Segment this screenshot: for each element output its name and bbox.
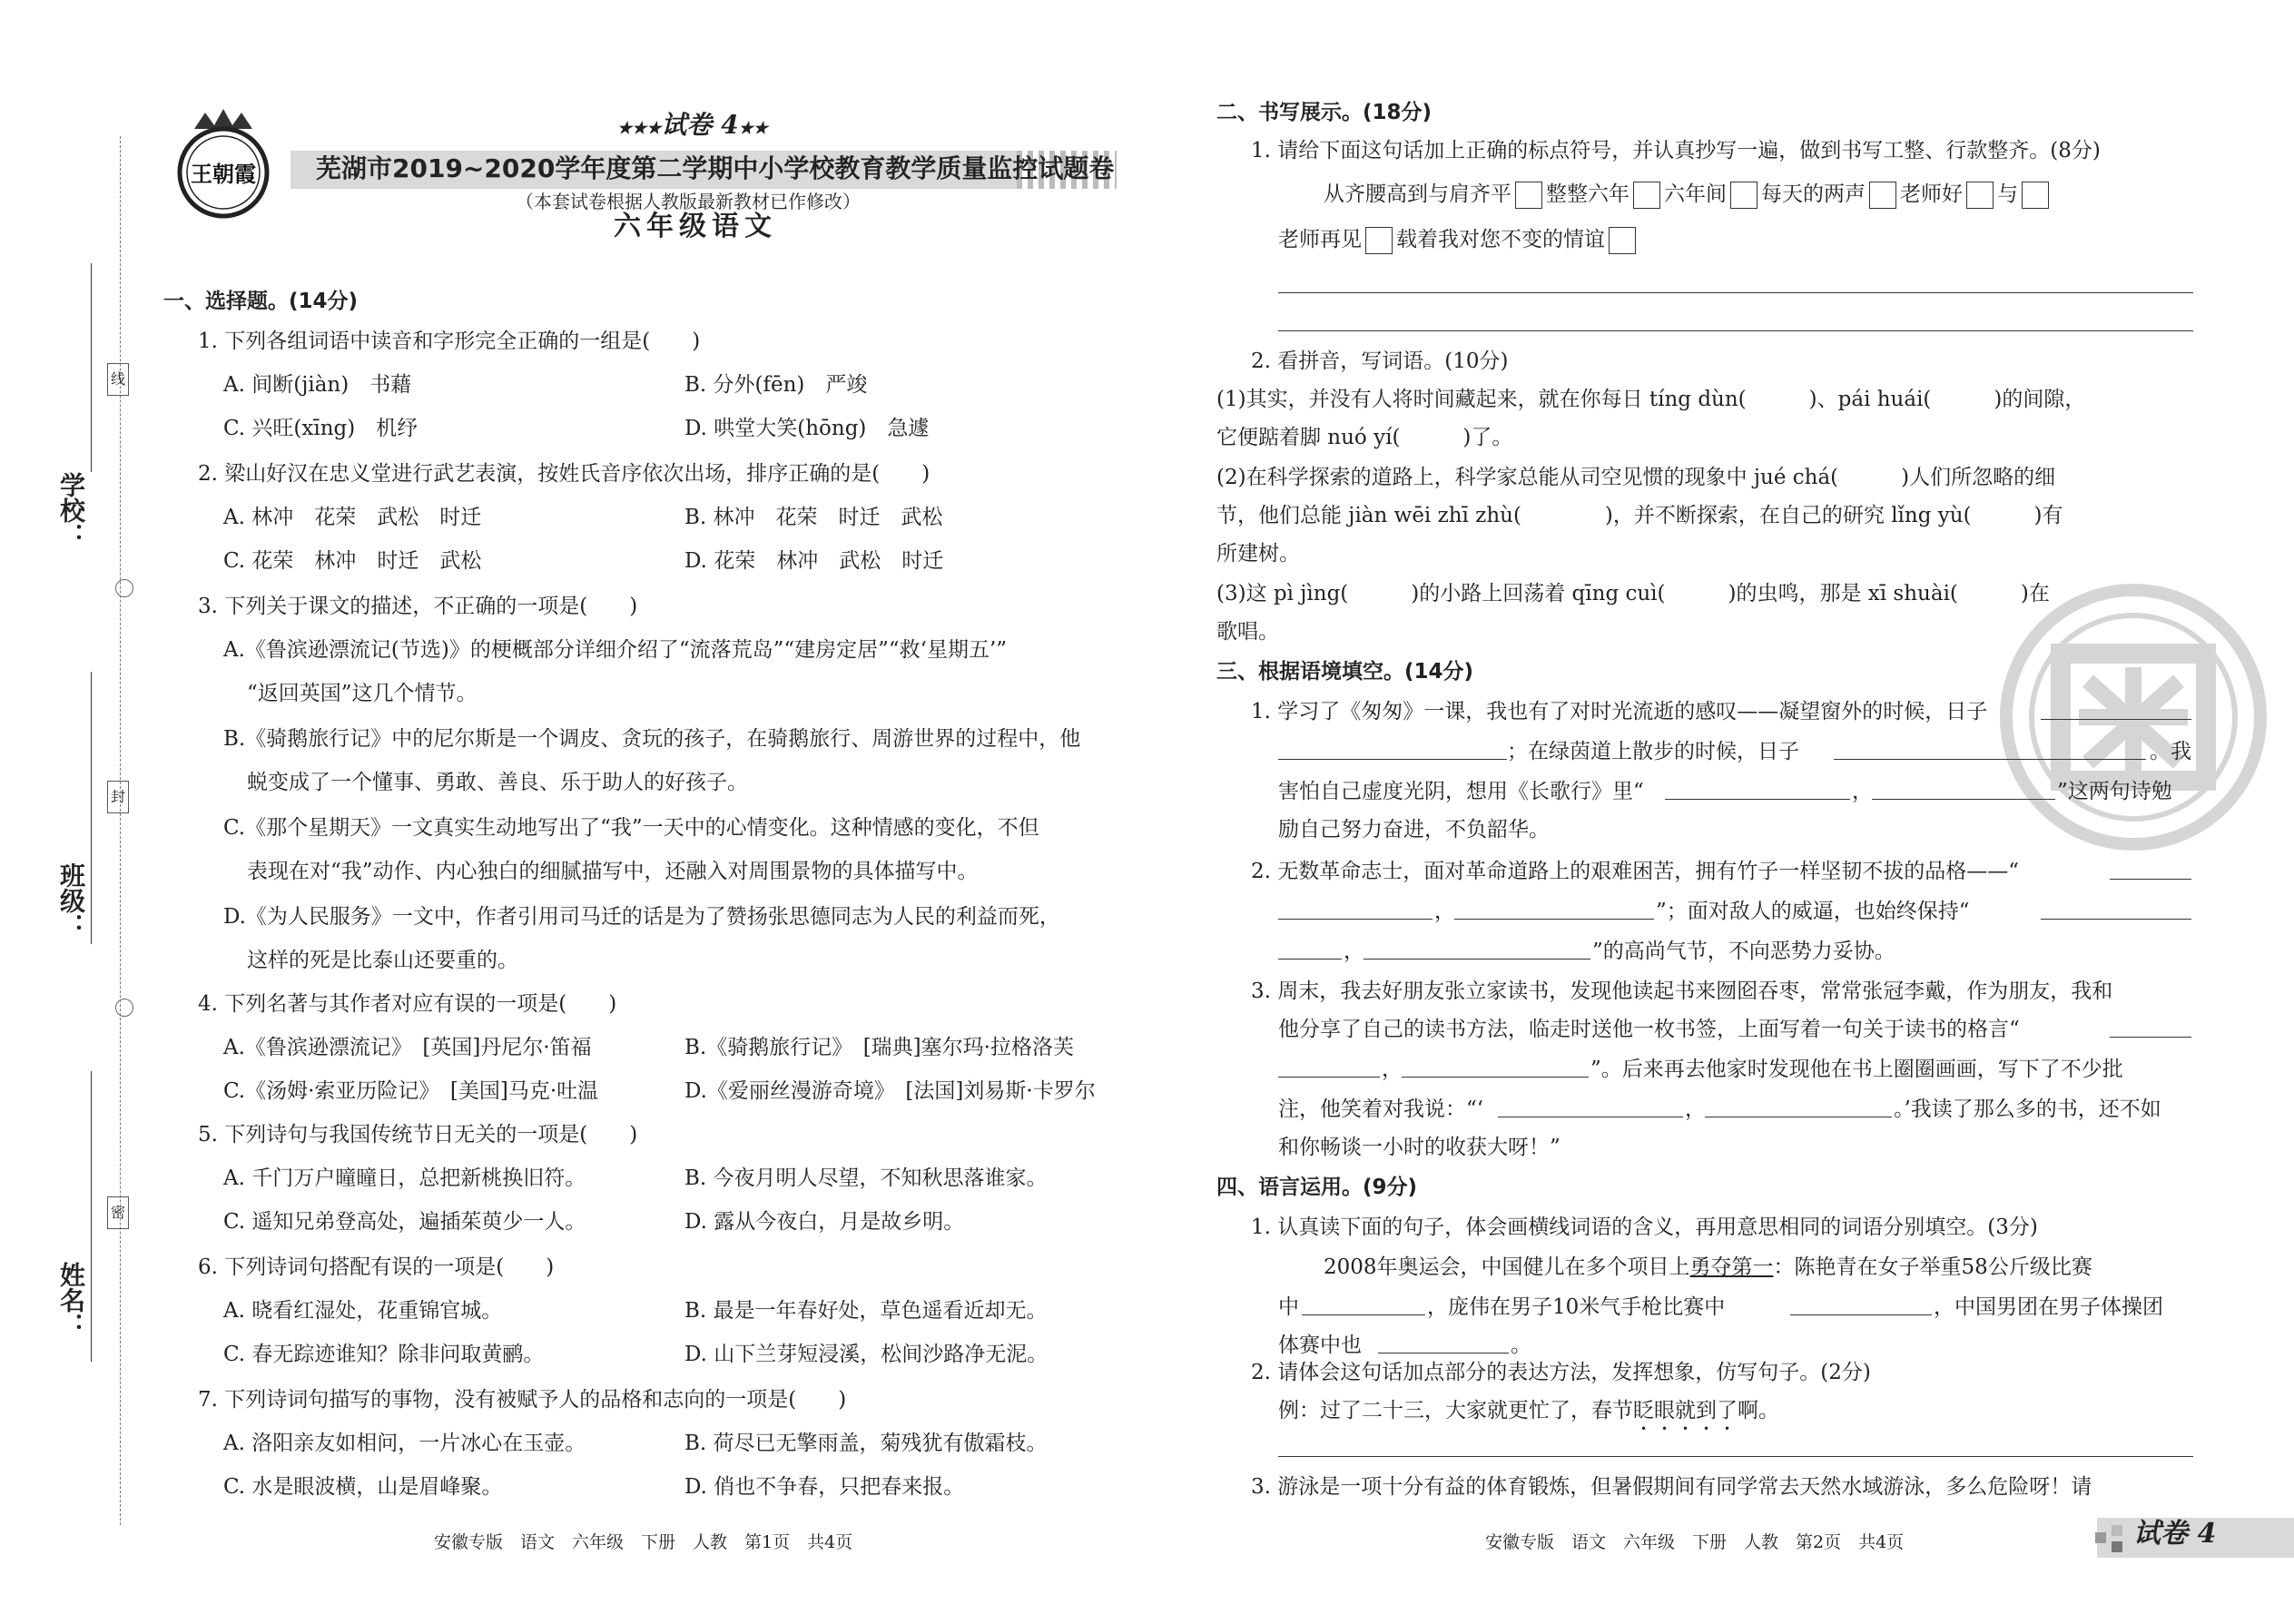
page-footer-right: 安徽专版 语文 六年级 下册 人教 第2页 共4页 <box>1485 1532 1905 1552</box>
punctuation-box[interactable] <box>1515 182 1542 209</box>
punctuation-box[interactable] <box>1609 227 1636 254</box>
l1-line3-end: 。 <box>1511 1334 1531 1357</box>
gutter-line <box>91 672 92 944</box>
l3-stem: 3. 游泳是一项十分有益的体育锻炼，但暑假期间有同学常去天然水域游泳，多么危险呀！请 <box>1251 1475 2092 1499</box>
subject-title: 六年级语文 <box>614 211 777 242</box>
fill-blank[interactable] <box>2110 1037 2191 1038</box>
section-3-title: 三、根据语境填空。(14分) <box>1216 660 1474 684</box>
secret-seal-watermark <box>1997 581 2269 853</box>
f2-line1: 2. 无数革命志士，面对革命道路上的艰难困苦，拥有竹子一样坚韧不拔的品格——“ <box>1251 860 2020 883</box>
gutter-line <box>91 1071 92 1362</box>
punctuation-box[interactable] <box>1730 182 1757 209</box>
punctuation-box[interactable] <box>2022 182 2049 209</box>
q3-option-c-cont: 表现在对“我”动作、内心独白的细腻描写中，还融入对周围景物的具体描写中。 <box>247 860 979 883</box>
q3-option-a-cont: “返回英国”这几个情节。 <box>247 682 478 705</box>
star-icon: ★★★ <box>617 119 662 138</box>
underlined-word: 勇夺第一 <box>1689 1255 1774 1279</box>
q1-option-c: C. 兴旺(xīng) 机纾 <box>223 417 418 440</box>
q2-option-a: A. 林冲 花荣 武松 时迁 <box>223 506 482 529</box>
q7-option-a: A. 洛阳亲友如相问，一片冰心在玉壶。 <box>223 1432 586 1455</box>
f1-line2: ；在绿茵道上散步的时候，日子 <box>1507 740 1799 763</box>
w2-p1-line2: 它便踮着脚 nuó yí( )了。 <box>1216 426 1513 449</box>
punctuation-box[interactable] <box>1633 182 1660 209</box>
q7-option-b: B. 荷尽已无擎雨盖，菊残犹有傲霜枝。 <box>684 1432 1048 1455</box>
f3-line1: 3. 周末，我去好朋友张立家读书，发现他读起书来囫囵吞枣，常常张冠李戴，作为朋友，我和 <box>1251 979 2113 1003</box>
binding-hole <box>115 579 133 597</box>
l2-stem: 2. 请体会这句话加点部分的表达方法，发挥想象，仿写句子。(2分) <box>1251 1361 1871 1384</box>
name-label: 姓名： <box>56 1262 86 1338</box>
fill-blank[interactable] <box>2041 719 2191 720</box>
w2-p2-line2: 节，他们总能 jiàn wēi zhī zhù( )，并不断探索，在自己的研究 lǐng yù( )有 <box>1216 504 2063 527</box>
tab-square <box>2095 1532 2106 1543</box>
punctuation-box[interactable] <box>1365 227 1393 254</box>
l1-line2-mid: ，庞伟在男子10米气手枪比赛中 <box>1427 1295 1726 1319</box>
seal-line <box>120 136 121 1525</box>
w1-stem: 1. 请给下面这句话加上正确的标点符号，并认真抄写一遍，做到书写工整、行款整齐。(8分) <box>1251 139 2101 162</box>
l1-line2-end: ，中国男团在男子体操团 <box>1934 1295 2163 1319</box>
section-1-title: 一、选择题。(14分) <box>163 290 359 313</box>
q5-option-c: C. 遥知兄弟登高处，遍插茱萸少一人。 <box>223 1210 586 1234</box>
q5-option-b: B. 今夜月明人尽望，不知秋思落谁家。 <box>684 1166 1048 1190</box>
q3-option-a: A.《鲁滨逊漂流记(节选)》的梗概部分详细介绍了“流落荒岛”“建房定居”“救‘星期五’” <box>223 638 1008 662</box>
tab-square <box>2112 1541 2122 1552</box>
fill-blank[interactable] <box>2041 919 2191 920</box>
exam-note: （本套试卷根据人教版最新教材已作修改） <box>516 191 861 212</box>
q6-option-b: B. 最是一年春好处，草色遥看近却无。 <box>684 1299 1048 1323</box>
q6-stem: 6. 下列诗词句搭配有误的一项是( ) <box>198 1255 555 1279</box>
q3-option-b: B.《骑鹅旅行记》中的尼尔斯是一个调皮、贪玩的孩子，在骑鹅旅行、周游世界的过程中，他 <box>223 727 1081 751</box>
fill-blank[interactable] <box>1278 1077 1380 1078</box>
star-icon: ★★ <box>738 119 768 138</box>
f2-line3-end: ”的高尚气节，不向恶势力妥协。 <box>1592 940 1895 963</box>
punctuation-box[interactable] <box>1869 182 1896 209</box>
l1-sentence-line1 <box>1324 1253 2092 1282</box>
f3-line3-mid: ， <box>1382 1058 1403 1081</box>
class-label: 班级： <box>56 862 86 939</box>
w1-sentence-line2 <box>1278 225 1639 254</box>
punctuation-box[interactable] <box>1966 182 1994 209</box>
q3-option-b-cont: 蜕变成了一个懂事、勇敢、善良、乐于助人的好孩子。 <box>247 771 748 794</box>
binding-hole <box>115 999 133 1017</box>
q3-option-c: C.《那个星期天》一文真实生动地写出了“我”一天中的心情变化。这种情感的变化，不但 <box>223 816 1039 840</box>
q2-option-d: D. 花荣 林冲 武松 时迁 <box>684 549 944 573</box>
f3-line4-mid: ， <box>1685 1097 1706 1121</box>
w1-segment: 从齐腰高到与肩齐平 <box>1324 182 1511 206</box>
q6-option-d: D. 山下兰芽短浸溪，松间沙路净无泥。 <box>684 1343 1049 1366</box>
fill-blank[interactable] <box>1665 799 1850 800</box>
section-4-title: 四、语言运用。(9分) <box>1216 1176 1418 1199</box>
fill-blank[interactable] <box>1834 759 2146 760</box>
w2-p2-line1: (2)在科学探索的道路上，科学家总能从司空见惯的现象中 jué chá( )人们所忽略的细 <box>1216 466 2056 489</box>
q3-option-d-cont: 这样的死是比泰山还要重的。 <box>247 949 518 972</box>
tab-square <box>2112 1525 2122 1536</box>
f3-line2: 他分享了自己的读书方法，临走时送他一枚书签，上面写着一句关于读书的格言“ <box>1278 1018 2020 1041</box>
exam-title: 芜湖市2019~2020学年度第二学期中小学校教育教学质量监控试题卷 <box>316 153 1115 183</box>
w1-sentence-line1 <box>1324 180 2053 209</box>
q3-stem: 3. 下列关于课文的描述，不正确的一项是( ) <box>198 595 638 618</box>
w1-segment: 与 <box>1997 182 2018 206</box>
fill-blank[interactable] <box>2110 879 2191 880</box>
f3-line5: 和你畅谈一小时的收获大呀！” <box>1278 1136 1561 1159</box>
f3-line4-end: 。’我读了那么多的书，还不如 <box>1894 1097 2161 1121</box>
q4-option-c: C.《汤姆·索亚历险记》 [美国]马克·吐温 <box>223 1079 599 1103</box>
q7-option-c: C. 水是眼波横，山是眉峰聚。 <box>223 1475 503 1499</box>
l1-line3-start: 体赛中也 <box>1278 1334 1362 1357</box>
q4-option-d: D.《爱丽丝漫游奇境》 [法国]刘易斯·卡罗尔 <box>684 1079 1096 1103</box>
f1-line2-end: 。我 <box>2150 740 2191 763</box>
w1-segment: 整整六年 <box>1546 182 1629 206</box>
q5-option-d: D. 露从今夜白，月是故乡明。 <box>684 1210 965 1234</box>
paper-badge: ★★★试卷 4★★ <box>617 110 768 140</box>
q2-option-c: C. 花荣 林冲 时迁 武松 <box>223 549 482 573</box>
q2-stem: 2. 梁山好汉在忠义堂进行武艺表演，按姓氏音序依次出场，排序正确的是( ) <box>198 462 930 486</box>
page-footer-left: 安徽专版 语文 六年级 下册 人教 第1页 共4页 <box>434 1532 853 1552</box>
seal-mark: 封 <box>107 781 129 813</box>
l1-text: 2008年奥运会，中国健儿在多个项目上 <box>1324 1255 1690 1279</box>
l1-line2-start: 中 <box>1278 1295 1299 1319</box>
q2-option-b: B. 林冲 花荣 时迁 武松 <box>684 506 943 529</box>
f3-line4: 注，他笑着对我说：“‘ <box>1278 1097 1484 1121</box>
answer-line[interactable] <box>1278 1456 2193 1457</box>
fill-blank[interactable] <box>1454 919 1654 920</box>
dotted-phrase: 眨眼就到了 <box>1633 1399 1738 1422</box>
l2-example <box>1278 1396 1779 1435</box>
f1-line4: 励自己努力奋进，不负韶华。 <box>1278 818 1550 842</box>
l2-text: 啊。 <box>1738 1399 1779 1422</box>
q6-option-a: A. 晓看红湿处，花重锦官城。 <box>223 1299 503 1323</box>
q7-stem: 7. 下列诗词句描写的事物，没有被赋予人的品格和志向的一项是( ) <box>198 1388 847 1412</box>
logo <box>174 107 272 225</box>
l1-stem: 1. 认真读下面的句子，体会画横线词语的含义，再用意思相同的词语分别填空。(3分) <box>1251 1216 2038 1239</box>
q5-stem: 5. 下列诗句与我国传统节日无关的一项是( ) <box>198 1123 638 1147</box>
l2-text: 例：过了二十三，大家就更忙了，春节 <box>1278 1399 1633 1422</box>
f1-line3: 害怕自己虚度光阴，想用《长歌行》里“ <box>1278 780 1644 803</box>
f1-line3-mid: ， <box>1852 780 1873 803</box>
f2-line3-mid: ， <box>1344 940 1364 963</box>
f2-line2-mid: ， <box>1434 900 1455 923</box>
fill-blank[interactable] <box>1278 959 1342 960</box>
w2-p1-line1: (1)其实，并没有人将时间藏起来，就在你每日 tíng dùn( )、pái huái( )的间隙， <box>1216 388 2086 411</box>
w2-p3-line1: (3)这 pì jìng( )的小路上回荡着 qīng cuì( )的虫鸣，那是 xī shuài( )在 <box>1216 582 2050 605</box>
q7-option-d: D. 俏也不争春，只把春来报。 <box>684 1475 965 1499</box>
copy-line[interactable] <box>1278 292 2193 293</box>
paper-tab-label: 试卷 4 <box>2133 1518 2217 1550</box>
f1-line3-end: ”这两句诗勉 <box>2057 780 2172 803</box>
q6-option-c: C. 春无踪迹谁知？除非问取黄鹂。 <box>223 1343 545 1366</box>
gutter-line <box>91 263 92 472</box>
w2-p2-line3: 所建树。 <box>1216 542 1300 566</box>
fill-blank[interactable] <box>1302 1314 1425 1315</box>
fill-blank[interactable] <box>1872 799 2055 800</box>
q4-stem: 4. 下列名著与其作者对应有误的一项是( ) <box>198 992 617 1016</box>
l1-text: ：陈艳青在女子举重58公斤级比赛 <box>1773 1255 2092 1279</box>
q1-stem: 1. 下列各组词语中读音和字形完全正确的一组是( ) <box>198 330 701 353</box>
copy-line[interactable] <box>1278 330 2193 331</box>
f1-line1: 1. 学习了《匆匆》一课，我也有了对时光流逝的感叹——凝望窗外的时候，日子 <box>1251 700 1988 723</box>
w1-segment: 老师好 <box>1900 182 1963 206</box>
f3-line3-end: ”。后来再去他家时发现他在书上圈圈画画，写下了不少批 <box>1590 1058 2123 1081</box>
w1-segment: 老师再见 <box>1278 228 1362 251</box>
f2-line2-end: ”；面对敌人的威逼，也始终保持“ <box>1656 900 1970 923</box>
q1-option-a: A. 间断(jiàn) 书藉 <box>223 373 412 397</box>
w2-stem: 2. 看拼音，写词语。(10分) <box>1251 349 1509 373</box>
fill-blank[interactable] <box>1364 959 1590 960</box>
fill-blank[interactable] <box>1790 1314 1932 1315</box>
w1-segment: 载着我对您不变的情谊 <box>1396 228 1605 251</box>
fill-blank[interactable] <box>1402 1077 1589 1078</box>
w1-segment: 每天的两声 <box>1761 182 1866 206</box>
q3-option-d: D.《为人民服务》一文中，作者引用司马迁的话是为了赞扬张思德同志为人民的利益而死， <box>223 905 1060 929</box>
school-label: 学校： <box>56 472 86 548</box>
q4-option-b: B.《骑鹅旅行记》 [瑞典]塞尔玛·拉格洛芙 <box>684 1036 1074 1059</box>
fill-blank[interactable] <box>1278 759 1507 760</box>
logo-text: 王朝霞 <box>191 161 256 187</box>
seal-mark: 密 <box>107 1196 129 1229</box>
w2-p3-line2: 歌唱。 <box>1216 620 1279 644</box>
q1-option-b: B. 分外(fēn) 严竣 <box>684 373 868 397</box>
section-2-title: 二、书写展示。(18分) <box>1216 101 1433 124</box>
fill-blank[interactable] <box>1278 919 1433 920</box>
q5-option-a: A. 千门万户曈曈日，总把新桃换旧符。 <box>223 1166 586 1190</box>
seal-mark: 线 <box>107 363 129 396</box>
w1-segment: 六年间 <box>1664 182 1727 206</box>
q4-option-a: A.《鲁滨逊漂流记》 [英国]丹尼尔·笛福 <box>223 1036 592 1059</box>
q1-option-d: D. 哄堂大笑(hōng) 急遽 <box>684 417 930 440</box>
